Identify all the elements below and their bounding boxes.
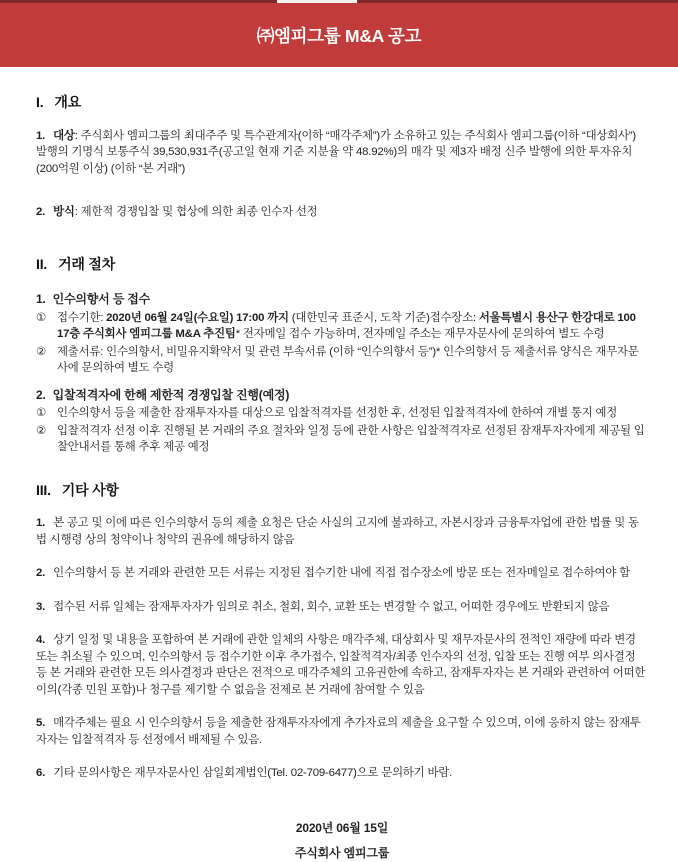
circled-number: ② [36,345,47,358]
list-item [36,423,648,456]
subsection-heading-loi [36,291,648,308]
list-item [36,344,648,377]
item-number: 2. [36,206,46,218]
list-item-text: 인수의향서 등을 제출한 잠재투자자를 대상으로 입찰적격자를 선정한 후, 선정된 입찰적격자에 한하여 개별 통지 예정 [57,407,618,419]
item-number: 4. [36,634,46,646]
misc-item [36,715,648,748]
page-title: ㈜엠피그룹 M&A 공고 [256,25,422,46]
section-heading-procedure [36,256,648,273]
announcement-date: 2020년 06월 15일 [295,820,389,835]
item-text: 상기 일정 및 내용을 포함하여 본 거래에 관한 일체의 사항은 매각주체, 대상회사 및 재무자문사의 전적인 재량에 따라 변경 또는 취소될 수 있으며, 인수의향서 등 접수기한 이후 추가접수, 입찰적격자/최종 인수자의 선정, 입찰 또는 진행 여부 의사결정 등 본 거래와 관련한 모든 의사결정과 판단은 전적으로 매각주체의 고유권한에 속하고, 잠재투자자는 본 거래와 관련하여 어떠한 이의(각종 민원 포함)나 청구를 제기할 수 없음을 전제로 본 거래에 참여할 수 있음 [36,634,646,696]
list-item [36,405,648,422]
misc-item [36,632,648,698]
section-heading-overview [36,94,648,111]
item-number: 1. [36,129,46,142]
section-number: III. [36,481,51,498]
item-number: 5. [36,717,46,729]
list-item-text: 입찰적격자 선정 이후 진행될 본 거래의 주요 절차와 일정 등에 관한 사항은 입찰적격자로 선정된 잠재투자자에게 제공될 입찰안내서를 통해 추후 제공 예정 [57,424,645,453]
circled-number: ① [36,407,47,419]
misc-item [36,565,648,582]
item-text: 기타 문의사항은 재무자문사인 삼일회계법인(Tel. 02-709-6477)으로 문의하기 바람. [53,767,453,779]
item-text: 본 공고 및 이에 따른 인수의향서 등의 제출 요청은 단순 사실의 고지에 불과하고, 자본시장과 금융투자업에 관한 법률 및 동법 시행령 상의 청약이나 청약의 권유에 해당하지 않음 [36,517,639,546]
item-number: 3. [36,600,46,613]
item-label: 방식 [53,206,75,218]
subsection-heading-bidding [36,387,648,404]
signature-block [36,820,648,862]
section-title: 거래 절차 [58,255,116,272]
section-number: II. [36,255,48,272]
item-number: 1. [36,517,46,529]
misc-item [36,599,648,616]
item-text: 접수된 서류 일체는 잠재투자자가 임의로 취소, 철회, 회수, 교환 또는 변경할 수 없고, 어떠한 경우에도 반환되지 않음 [53,600,610,613]
paragraph-method [36,204,648,221]
item-number: 6. [36,767,46,779]
section-title: 기타 사항 [61,481,119,498]
section-number: I. [36,94,44,110]
subsection-title: 인수의향서 등 접수 [52,292,151,306]
item-label: 대상 [53,129,75,142]
misc-item [36,765,648,782]
item-number: 2. [36,567,46,579]
item-text: : 제한적 경쟁입찰 및 협상에 의한 최종 인수자 선정 [74,206,318,218]
company-name: 주식회사 엠피그룹 [294,846,390,860]
list-item-text: 제출서류: 인수의향서, 비밀유지확약서 및 관련 부속서류 (이하 “인수의향서 등”)* 인수의향서 등 제출서류 양식은 재무자문사에 문의하여 별도 수령 [57,345,639,374]
subsection-number: 2. [36,387,46,402]
misc-item [36,515,648,548]
list-item-text: 접수기한: 2020년 06월 24일(수요일) 17:00 까지 (대한민국 표준시, 도착 기준)접수장소: 서울특별시 용산구 한강대로 100 17층 주식회사 엠피그룹 M&A 추진팀* 전자메일 접수 가능하며, 전자메일 주소는 재무자문사에 문의하여 별도 수령 [57,311,636,340]
subsection-number: 1. [36,292,46,306]
section-heading-misc [36,482,648,499]
item-text: 매각주체는 필요 시 인수의향서 등을 제출한 잠재투자자에게 추가자료의 제출을 요구할 수 있으며, 이에 응하지 않는 잠재투자자는 입찰적격자 등 선정에서 배제될 수 있음. [36,717,641,746]
section-title: 개요 [54,94,82,110]
item-text: : 주식회사 엠피그룹의 최대주주 및 특수관계자(이하 “매각주체”)가 소유하고 있는 주식회사 엠피그룹(이하 “대상회사”) 발행의 기명식 보통주식 39,530,931주(공고일 현재 기준 지분율 약 48.92%)의 매각 및 제3자 배정 신주 발행에 의한 투자유치(200억원 이상) (이하 “본 거래”) [36,129,636,175]
item-text: 인수의향서 등 본 거래와 관련한 모든 서류는 지정된 접수기한 내에 직접 접수장소에 방문 또는 전자메일로 접수하여야 함 [53,567,630,579]
paragraph-target [36,128,648,178]
announcement-banner [0,3,678,67]
circled-number: ① [36,311,47,324]
circled-number: ② [36,424,47,437]
subsection-title: 입찰적격자에 한해 제한적 경쟁입찰 진행(예정) [52,387,290,402]
list-item [36,310,648,343]
document-body [0,94,678,862]
